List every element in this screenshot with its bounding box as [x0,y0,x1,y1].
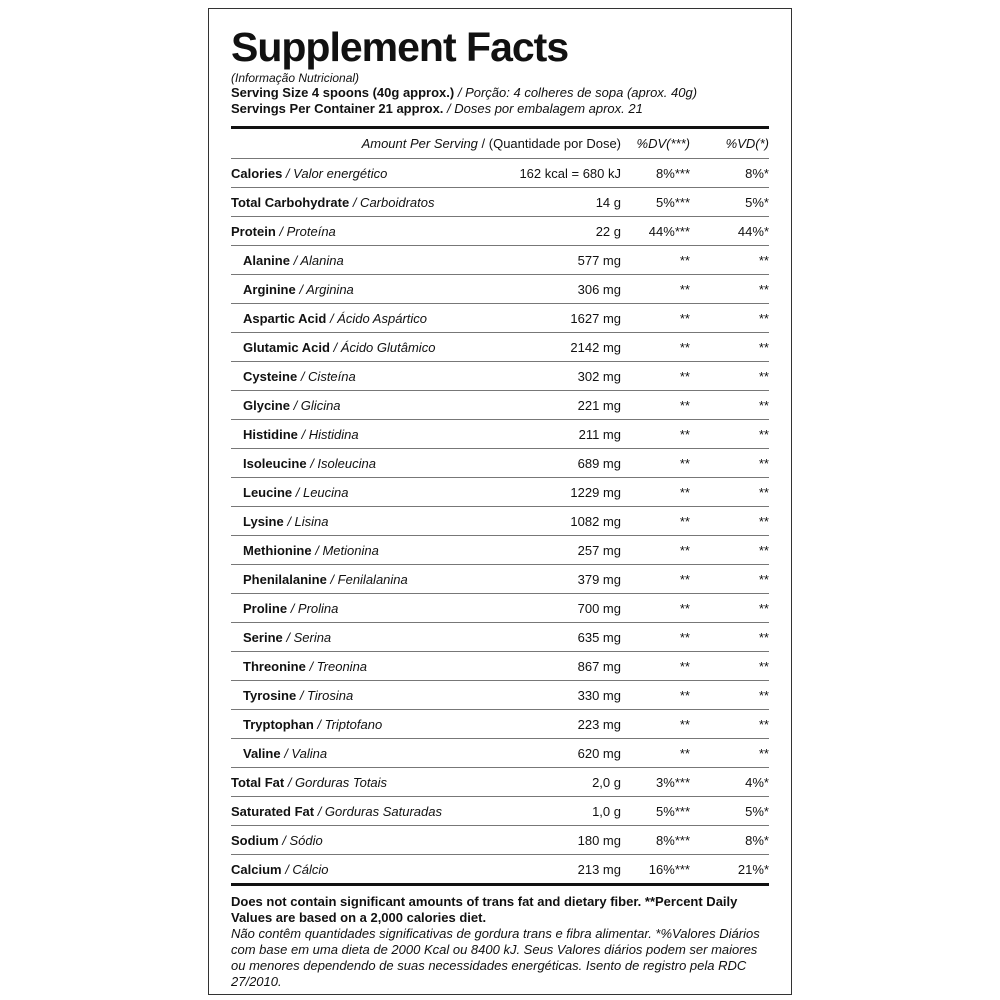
nutrient-table [231,159,769,886]
nutrient-name-pt: / Valina [280,746,328,761]
nutrient-name-en: Proline [243,601,288,616]
table-row [231,739,769,768]
nutrient-name-pt: / Lisina [283,514,329,529]
nutrient-vd: ** [758,543,769,558]
nutrient-name-en: Methionine [243,543,312,558]
table-row [231,565,769,594]
nutrient-amount: 221 mg [577,398,621,413]
nutrient-name [243,369,356,384]
nutrient-dv: ** [679,601,690,616]
nutrient-dv: ** [679,514,690,529]
nutrient-amount: 689 mg [577,456,621,471]
table-row [231,623,769,652]
nutrient-name-en: Tryptophan [243,717,314,732]
nutrient-name-pt: / Ácido Glutâmico [329,340,436,355]
nutrient-name-pt: / Cisteína [297,369,356,384]
nutrient-amount: 306 mg [577,282,621,297]
nutrient-amount: 620 mg [577,746,621,761]
table-row [231,710,769,739]
nutrient-name-en: Leucine [243,485,293,500]
nutrient-name-pt: / Leucina [292,485,349,500]
nutrient-dv: ** [679,688,690,703]
nutrient-vd: 8%* [745,166,769,181]
nutrient-name-en: Glycine [243,398,290,413]
nutrient-dv: ** [679,659,690,674]
nutrient-amount: 1082 mg [570,514,621,529]
nutrient-name-en: Threonine [243,659,306,674]
nutrient-name-en: Isoleucine [243,456,307,471]
nutrient-name-en: Protein [231,224,276,239]
nutrient-name-pt: / Fenilalanina [326,572,408,587]
nutrient-amount: 1229 mg [570,485,621,500]
nutrient-vd: 44%* [737,224,769,239]
nutrient-vd: ** [758,659,769,674]
servings-per-container-pt: / Doses por embalagem aprox. 21 [443,101,643,116]
nutrient-dv: 5%*** [656,804,690,819]
nutrient-name [243,427,359,442]
serving-size-en: Serving Size 4 spoons (40g approx.) [231,85,455,100]
nutrient-name-pt: / Arginina [295,282,354,297]
nutrient-amount: 180 mg [577,833,621,848]
nutrient-dv: ** [679,427,690,442]
nutrient-dv: ** [679,572,690,587]
nutrient-name [243,543,379,558]
nutrient-vd: ** [758,601,769,616]
nutrient-name-en: Total Fat [231,775,285,790]
footnote-en: Does not contain significant amounts of trans fat and dietary fiber. **Percent Daily Values are based on a 2,000 calories diet. [231,894,738,925]
table-row [231,362,769,391]
nutrient-dv: 8%*** [656,166,690,181]
nutrient-name-pt: / Isoleucina [306,456,376,471]
table-row [231,478,769,507]
amount-header [362,136,621,151]
nutrient-amount: 635 mg [577,630,621,645]
table-row [231,420,769,449]
nutrient-vd: 4%* [745,775,769,790]
nutrient-vd: ** [758,311,769,326]
nutrient-name-pt: / Glicina [289,398,341,413]
nutrient-amount: 211 mg [578,427,621,442]
nutrient-name [243,514,329,529]
nutrient-amount: 22 g [595,224,621,239]
supplement-facts-label [208,8,792,995]
nutrient-dv: ** [679,630,690,645]
table-row [231,246,769,275]
nutrient-amount: 577 mg [577,253,621,268]
nutrient-name-en: Valine [243,746,281,761]
table-row [231,391,769,420]
label-content [231,9,769,990]
nutrient-name-pt: / Treonina [305,659,368,674]
nutrient-amount: 162 kcal = 680 kJ [519,166,621,181]
nutrient-name-pt: / Sódio [278,833,323,848]
nutrient-name [243,340,435,355]
nutrient-amount: 257 mg [577,543,621,558]
nutrient-amount: 379 mg [577,572,621,587]
nutrient-name [243,717,382,732]
nutrient-dv: 44%*** [648,224,690,239]
footnote [231,894,769,990]
nutrient-name-pt: / Gorduras Totais [284,775,388,790]
nutrient-name-en: Tyrosine [243,688,297,703]
nutrient-amount: 213 mg [577,862,621,877]
nutrient-name [243,398,341,413]
nutrient-amount: 223 mg [577,717,621,732]
dv-header: %DV(***) [636,136,690,151]
nutrient-name [243,311,427,326]
nutrient-vd: ** [758,369,769,384]
amount-header-pt: / (Quantidade por Dose) [477,136,621,151]
table-row [231,681,769,710]
nutrient-dv: ** [679,282,690,297]
nutrient-name-en: Arginine [243,282,296,297]
nutrient-name [243,746,327,761]
nutrient-amount: 330 mg [577,688,621,703]
nutrient-amount: 2,0 g [592,775,621,790]
servings-per-container-en: Servings Per Container 21 approx. [231,101,444,116]
serving-size-pt: / Porção: 4 colheres de sopa (aprox. 40g) [454,85,698,100]
nutrient-dv: 3%*** [656,775,690,790]
table-row [231,768,769,797]
table-row [231,188,769,217]
nutrient-name [231,862,329,877]
nutrient-name-pt: / Serina [282,630,332,645]
table-row [231,333,769,362]
nutrient-name-pt: / Tirosina [296,688,354,703]
nutrient-vd: ** [758,485,769,500]
nutrient-dv: ** [679,543,690,558]
nutrient-name-en: Phenilalanine [243,572,327,587]
nutrient-dv: ** [679,398,690,413]
footnote-pt: Não contêm quantidades significativas de gordura trans e fibra alimentar. *%Valores Diários com base em uma dieta de 2000 Kcal ou 8400 kJ. Seus Valores diários podem ser maiores ou menores dependendo de suas necessidades energéticas. Isento de registro pela RDC 27/2010. [231,926,760,989]
nutrient-name-pt: / Carboidratos [349,195,435,210]
nutrient-name [243,659,367,674]
nutrient-name-pt: / Prolina [287,601,339,616]
label-subtitle: (Informação Nutricional) [231,71,360,85]
nutrient-name [231,195,434,210]
nutrient-name [243,253,344,268]
nutrient-name [243,688,353,703]
nutrient-name-en: Glutamic Acid [243,340,330,355]
nutrient-name [231,775,387,790]
nutrient-amount: 700 mg [577,601,621,616]
servings-per-container [231,101,769,117]
nutrient-name-en: Aspartic Acid [243,311,327,326]
nutrient-amount: 2142 mg [570,340,621,355]
table-row [231,536,769,565]
nutrient-name-pt: / Proteína [275,224,336,239]
nutrient-name-pt: / Histidina [297,427,359,442]
nutrient-dv: 8%*** [656,833,690,848]
nutrient-name [231,166,387,181]
table-header [231,129,769,159]
nutrient-name-pt: / Alanina [289,253,344,268]
table-row [231,826,769,855]
vd-header: %VD(*) [725,136,769,151]
nutrient-vd: ** [758,514,769,529]
nutrient-dv: ** [679,311,690,326]
nutrient-name [243,485,349,500]
table-row [231,652,769,681]
nutrient-vd: 5%* [745,804,769,819]
nutrient-name [231,804,442,819]
nutrient-amount: 867 mg [577,659,621,674]
nutrient-name-en: Lysine [243,514,284,529]
nutrient-name [231,833,323,848]
nutrient-name [243,630,331,645]
table-row [231,507,769,536]
nutrient-dv: 5%*** [656,195,690,210]
table-row [231,797,769,826]
nutrient-vd: ** [758,398,769,413]
table-row [231,855,769,886]
nutrient-vd: ** [758,746,769,761]
nutrient-vd: ** [758,253,769,268]
nutrient-dv: ** [679,717,690,732]
nutrient-name-en: Calories [231,166,283,181]
nutrient-vd: ** [758,717,769,732]
nutrient-dv: 16%*** [648,862,690,877]
nutrient-dv: ** [679,485,690,500]
table-row [231,217,769,246]
nutrient-name [243,282,354,297]
nutrient-name-pt: / Valor energético [282,166,388,181]
nutrient-vd: 21%* [737,862,769,877]
nutrient-vd: ** [758,630,769,645]
table-row [231,304,769,333]
nutrient-dv: ** [679,253,690,268]
nutrient-vd: 5%* [745,195,769,210]
nutrient-name-pt: / Cálcio [281,862,329,877]
nutrient-name [243,601,338,616]
nutrient-name [231,224,336,239]
nutrient-dv: ** [679,369,690,384]
nutrient-vd: ** [758,688,769,703]
table-row [231,275,769,304]
nutrient-name [243,572,408,587]
amount-header-en: Amount Per Serving [361,136,478,151]
nutrient-vd: ** [758,572,769,587]
nutrient-dv: ** [679,746,690,761]
nutrient-name-en: Serine [243,630,283,645]
nutrient-amount: 1,0 g [592,804,621,819]
nutrient-dv: ** [679,456,690,471]
nutrient-dv: ** [679,340,690,355]
nutrient-amount: 302 mg [577,369,621,384]
nutrient-vd: 8%* [745,833,769,848]
nutrient-vd: ** [758,340,769,355]
nutrient-name-en: Cysteine [243,369,298,384]
nutrient-vd: ** [758,427,769,442]
nutrient-name-en: Sodium [231,833,279,848]
nutrient-vd: ** [758,456,769,471]
nutrient-name-en: Histidine [243,427,298,442]
nutrient-name-pt: / Metionina [311,543,379,558]
table-row [231,159,769,188]
nutrient-name-en: Alanine [243,253,290,268]
nutrient-name-en: Saturated Fat [231,804,315,819]
nutrient-name-pt: / Triptofano [313,717,383,732]
nutrient-amount: 14 g [595,195,621,210]
nutrient-name-en: Calcium [231,862,282,877]
serving-size [231,85,769,101]
nutrient-amount: 1627 mg [570,311,621,326]
table-row [231,449,769,478]
nutrient-name-pt: / Gorduras Saturadas [314,804,442,819]
table-row [231,594,769,623]
nutrient-name-pt: / Ácido Aspártico [326,311,428,326]
label-title: Supplement Facts [231,24,569,70]
nutrient-name-en: Total Carbohydrate [231,195,350,210]
nutrient-vd: ** [758,282,769,297]
nutrient-name [243,456,376,471]
